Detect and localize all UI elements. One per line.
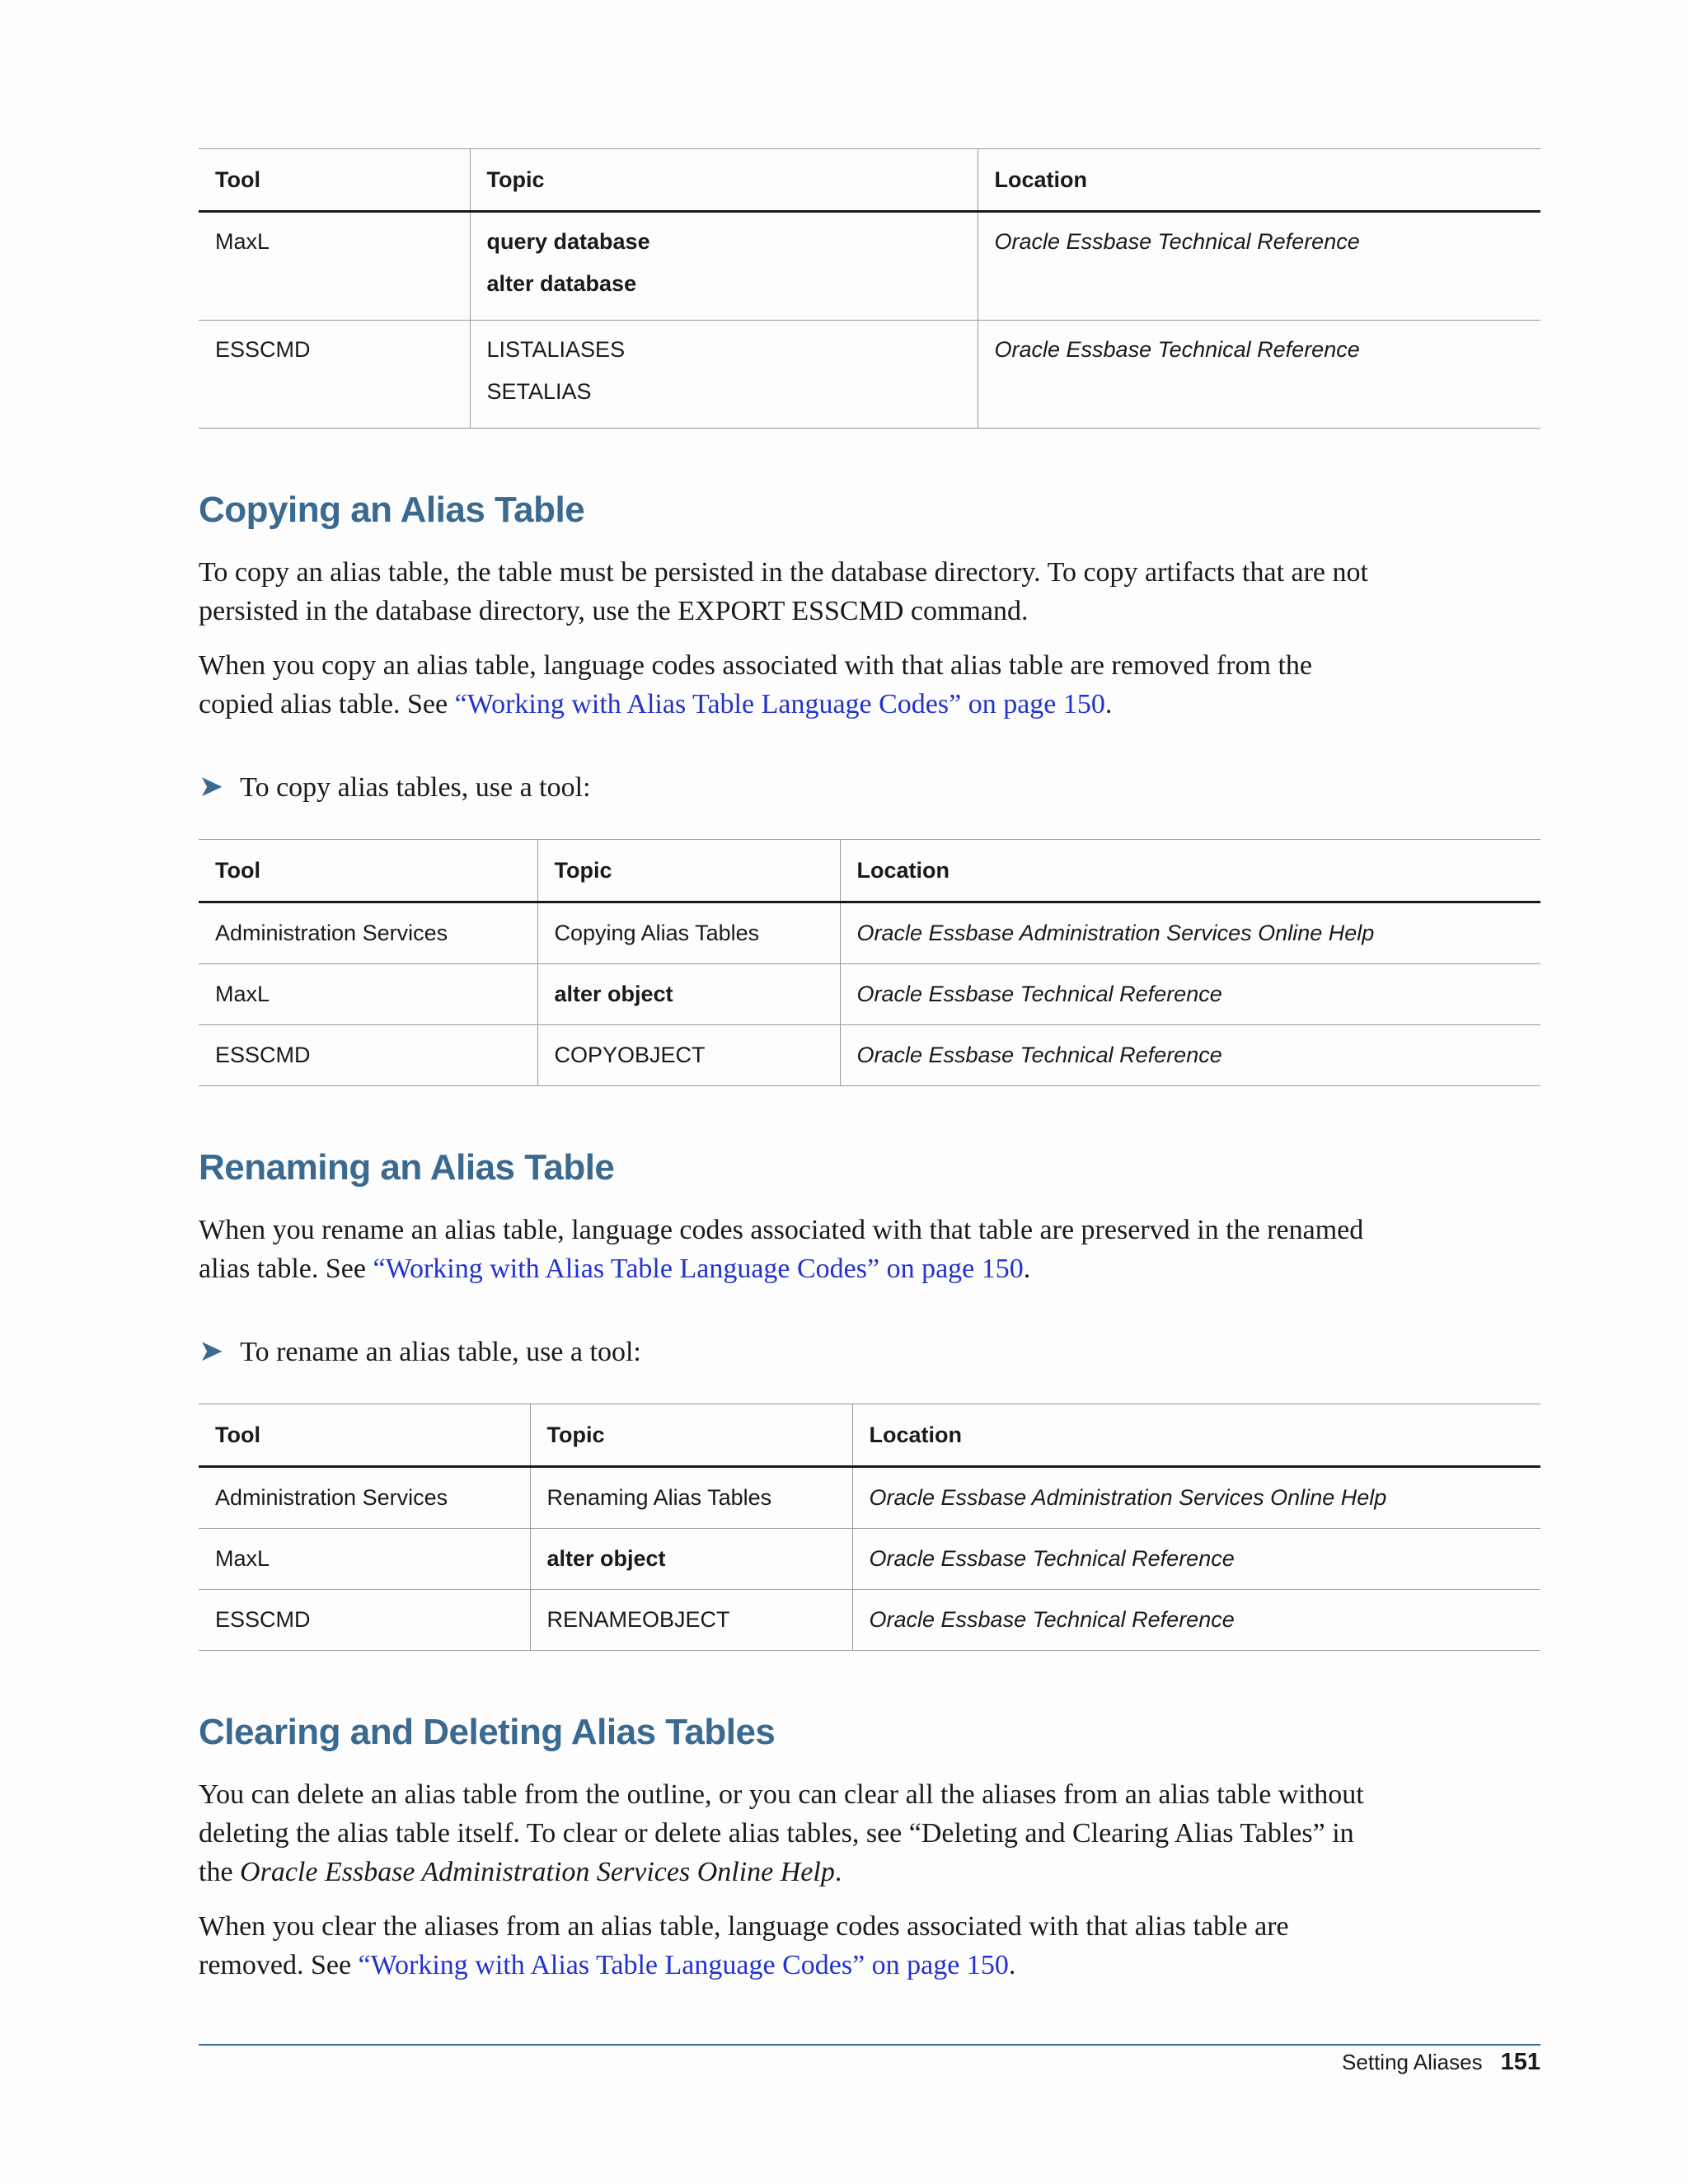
arrow-icon: ➤	[199, 770, 224, 803]
tool-cell: ESSCMD	[199, 1025, 537, 1086]
col-header-location: Location	[978, 149, 1540, 212]
tools-table-top	[199, 148, 1540, 429]
col-header-location: Location	[852, 1404, 1540, 1467]
topic-command: query database	[486, 229, 650, 254]
table-row	[199, 1590, 1540, 1651]
topic-cell: alter object	[530, 1529, 852, 1590]
location-cell: Oracle Essbase Administration Services Online Help	[852, 1467, 1540, 1529]
topic-cell: RENAMEOBJECT	[530, 1590, 852, 1651]
topic-cell: Renaming Alias Tables	[530, 1467, 852, 1529]
col-header-tool: Tool	[199, 149, 470, 212]
col-header-tool: Tool	[199, 840, 537, 902]
page-footer	[1342, 2049, 1540, 2076]
location-cell: Oracle Essbase Technical Reference	[852, 1590, 1540, 1651]
col-header-tool: Tool	[199, 1404, 530, 1467]
table-row	[199, 964, 1540, 1025]
topic-command: LISTALIASES	[486, 337, 626, 362]
tool-cell: Administration Services	[199, 902, 537, 964]
page-number: 151	[1500, 2049, 1540, 2075]
heading-copying: Copying an Alias Table	[199, 490, 585, 530]
topic-cell	[470, 321, 978, 429]
topic-cell	[470, 212, 978, 321]
xref-language-codes-link[interactable]: “Working with Alias Table Language Codes” on page 150	[358, 1950, 1009, 1980]
heading-clearing: Clearing and Deleting Alias Tables	[199, 1712, 776, 1752]
col-header-location: Location	[840, 840, 1540, 902]
location-cell: Oracle Essbase Technical Reference	[978, 212, 1540, 321]
location-cell: Oracle Essbase Administration Services Online Help	[840, 902, 1540, 964]
copying-step: ➤ To copy alias tables, use a tool:	[199, 770, 591, 803]
topic-cell: alter object	[537, 964, 840, 1025]
renaming-step: ➤ To rename an alias table, use a tool:	[199, 1334, 641, 1367]
xref-language-codes-link[interactable]: “Working with Alias Table Language Codes” on page 150	[454, 689, 1105, 719]
topic-cell: COPYOBJECT	[537, 1025, 840, 1086]
topic-command: alter database	[486, 271, 637, 296]
copying-para-1: To copy an alias table, the table must be persisted in the database directory. To copy artifacts that are not persisted in the database directory, use the EXPORT ESSCMD command.	[199, 557, 1368, 626]
clearing-para-1: You can delete an alias table from the outline, or you can clear all the aliases from an alias table without deleting the alias table itself. To clear or delete alias tables, see “Deleting and Clearing Alias Tables” in the Oracle Essbase Administration Services Online Help.	[199, 1779, 1364, 1887]
table-row	[199, 1025, 1540, 1086]
tool-cell: MaxL	[199, 964, 537, 1025]
tool-cell: ESSCMD	[199, 321, 470, 429]
tool-cell: MaxL	[199, 1529, 530, 1590]
location-cell: Oracle Essbase Technical Reference	[840, 1025, 1540, 1086]
topic-cell: Copying Alias Tables	[537, 902, 840, 964]
renaming-para-1: When you rename an alias table, language codes associated with that table are preserved in the renamed alias table. See “Working with Alias Table Language Codes” on page 150.	[199, 1215, 1364, 1284]
rename-tools-table	[199, 1404, 1540, 1651]
table-row	[199, 902, 1540, 964]
xref-language-codes-link[interactable]: “Working with Alias Table Language Codes” on page 150	[373, 1254, 1024, 1284]
copy-tools-table	[199, 839, 1540, 1086]
table-row	[199, 321, 1540, 429]
location-cell: Oracle Essbase Technical Reference	[840, 964, 1540, 1025]
table-row	[199, 212, 1540, 321]
tool-cell: Administration Services	[199, 1467, 530, 1529]
arrow-icon: ➤	[199, 1334, 224, 1367]
table-row	[199, 1529, 1540, 1590]
table-row	[199, 1467, 1540, 1529]
copying-para-2: When you copy an alias table, language codes associated with that alias table are removed from the copied alias table. See “Working with Alias Table Language Codes” on page 150.	[199, 650, 1312, 719]
tool-cell: ESSCMD	[199, 1590, 530, 1651]
col-header-topic: Topic	[537, 840, 840, 902]
location-cell: Oracle Essbase Technical Reference	[852, 1529, 1540, 1590]
footer-section-title: Setting Aliases	[1342, 2050, 1483, 2074]
location-cell: Oracle Essbase Technical Reference	[978, 321, 1540, 429]
col-header-topic: Topic	[530, 1404, 852, 1467]
clearing-para-2: When you clear the aliases from an alias table, language codes associated with that alias table are removed. See “Working with Alias Table Language Codes” on page 150.	[199, 1911, 1289, 1980]
col-header-topic: Topic	[470, 149, 978, 212]
tool-cell: MaxL	[199, 212, 470, 321]
topic-command: SETALIAS	[486, 379, 592, 404]
heading-renaming: Renaming an Alias Table	[199, 1147, 615, 1188]
footer-rule	[199, 2044, 1540, 2046]
